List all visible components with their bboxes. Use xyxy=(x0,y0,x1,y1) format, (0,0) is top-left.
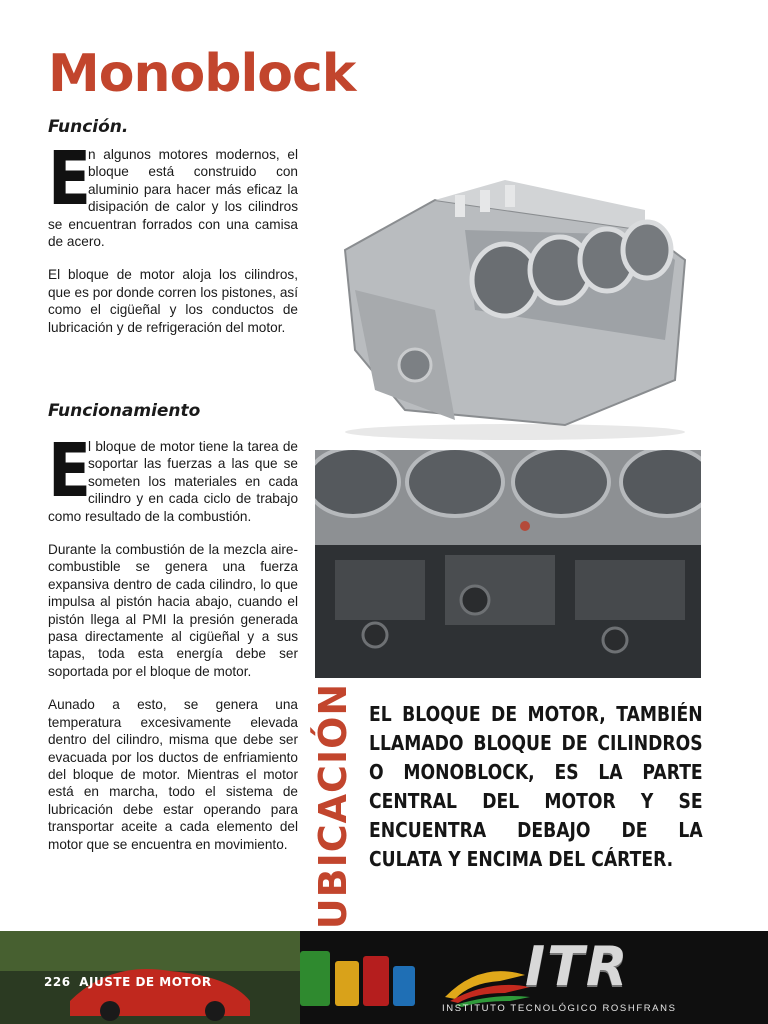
funcionamiento-body xyxy=(48,428,298,869)
footer-banner xyxy=(0,931,768,1024)
section-heading-funcion: Función. xyxy=(48,117,129,137)
funcionamiento-paragraph-1 xyxy=(48,428,298,525)
dropcap: E xyxy=(48,136,91,222)
funcionamiento-paragraph-3: Aunado a esto, se genera una temperatura excesivamente elevada dentro del cilindro, misma que debe ser evacuada por los ductos de enfriamiento del bloque de motor. Mientras el motor está en marcha, todo el sistema de lubricación debe estar operando para transportar aceite a cada elemento del motor que se encuentra en movimiento. xyxy=(48,697,298,852)
dropcap: E xyxy=(48,428,91,514)
funcionamiento-paragraph-2: Durante la combustión de la mezcla aire-combustible se genera una fuerza expansiva dentro de cada cilindro, lo que impulsa al pistón hacia abajo, cuando el pistón llega al PMI la presión generada pasa directamente al cigüeñal y a sus tapas, toda esta energía debe ser soportada por el bloque de motor. xyxy=(48,542,298,679)
funcion-paragraph-2: El bloque de motor aloja los cilindros, que es por donde corren los pistones, así como el cigüeñal y los conductos de lubricación y de refrigeración del motor. xyxy=(48,267,298,335)
ubicacion-callout: EL BLOQUE DE MOTOR, TAMBIÉN LLAMADO BLOQUE DE CILINDROS O MONOBLOCK, ES LA PARTE CENTRAL DEL MOTOR Y SE ENCUENTRA DEBAJO DE LA CULATA Y ENCIMA DEL CÁRTER. xyxy=(369,702,703,871)
cylinder-bores-photo xyxy=(315,450,701,678)
funcion-paragraph-1 xyxy=(48,136,298,250)
itr-subtitle: INSTITUTO TECNOLÓGICO ROSHFRANS xyxy=(442,1003,677,1014)
page-title: Monoblock xyxy=(48,44,356,104)
itr-logo: ITR xyxy=(525,935,630,998)
section-heading-funcionamiento: Funcionamiento xyxy=(48,401,201,421)
section-label: AJUSTE DE MOTOR xyxy=(79,975,212,989)
page-number: 226 xyxy=(44,975,71,989)
ubicacion-label xyxy=(311,682,355,930)
funcionamiento-paragraph-1-text: l bloque de motor tiene la tarea de soportar las fuerzas a las que se someten los materiales en cada cilindro y en cada ciclo de trabajo como resultado de la combustión. xyxy=(48,439,298,524)
funcion-body xyxy=(48,136,298,352)
engine-block-photo xyxy=(315,140,701,442)
funcion-paragraph-1-text: n algunos motores modernos, el bloque está construido con aluminio para hacer más eficaz la disipación de calor y los cilindros se encuentran forrados con una camisa de acero. xyxy=(48,147,298,250)
page-footer-tag xyxy=(44,975,212,989)
ubicacion-label-text: UBICACIÓN xyxy=(311,682,355,930)
